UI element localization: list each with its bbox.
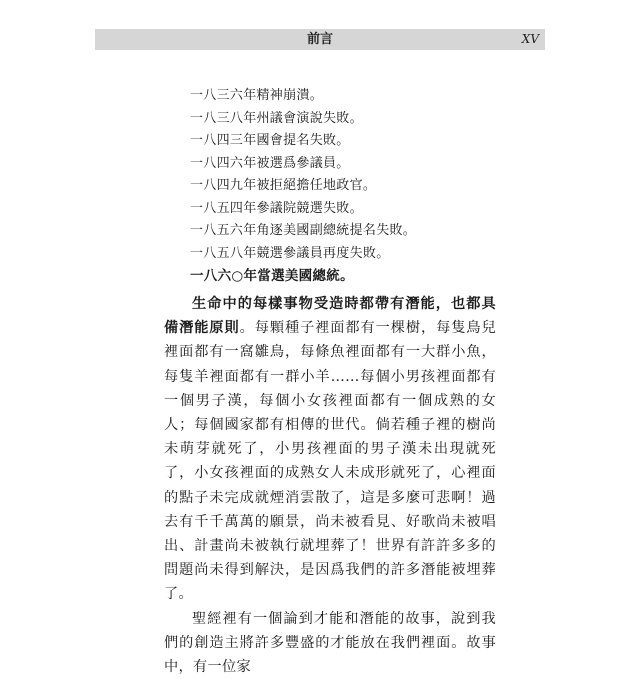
paragraph-text: 。每顆種子裡面都有一棵樹，每隻鳥兒裡面都有一窩雛鳥，每條魚裡面都有一大群小魚，每隻羊裡面都有一群小羊……每個小男孩裡面都有一個男子漢，每個小女孩裡面都有一個成熟的女人；每個國家都有相傳的世代。倘若種子裡的樹尚未萌芽就死了，小男孩裡面的男子漢未出現就死了，小女孩裡面的成熟女人未成形就死了，心裡面的點子未完成就煙消雲散了，這是多麼可悲啊！過去有千千萬萬的願景，尚未被看見、好歌尚未被唱出、計畫尚未被執行就埋葬了！世界有許許多多的問題尚未得到解決，是因爲我們的許多潛能被埋葬了。 (164, 320, 496, 603)
paragraph-lead-bold: 生命中的每樣事物受造時都帶有潛能，也都具備潛能原則 (164, 296, 496, 337)
timeline-list (190, 85, 416, 288)
timeline-item: 一八三八年州議會演說失敗。 (190, 110, 363, 126)
timeline-item: 一八四三年國會提名失敗。 (190, 133, 350, 148)
timeline-item: 一八四六年被選爲參議員。 (190, 155, 350, 171)
running-header (95, 29, 545, 50)
body-text (164, 292, 496, 679)
chapter-title: 前言 (306, 32, 333, 47)
timeline-item: 一八五八年競選參議員再度失敗。 (190, 245, 390, 261)
timeline-item: 一八四九年被拒絕擔任地政官。 (190, 178, 377, 193)
paragraph: 聖經裡有一個論到才能和潛能的故事，說到我們的創造主將許多豐盛的才能放在我們裡面。故事中，有一位家 (164, 610, 496, 676)
timeline-item: 一八五四年參議院競選失敗。 (190, 200, 363, 216)
page-number: XV (521, 32, 539, 46)
paragraph (164, 292, 496, 607)
timeline-item: 一八五六年角逐美國副總統提名失敗。 (190, 223, 417, 238)
timeline-item: 一八三六年精神崩潰。 (190, 88, 324, 103)
timeline-item-highlight: 一八六○年當選美國總統。 (190, 268, 354, 284)
